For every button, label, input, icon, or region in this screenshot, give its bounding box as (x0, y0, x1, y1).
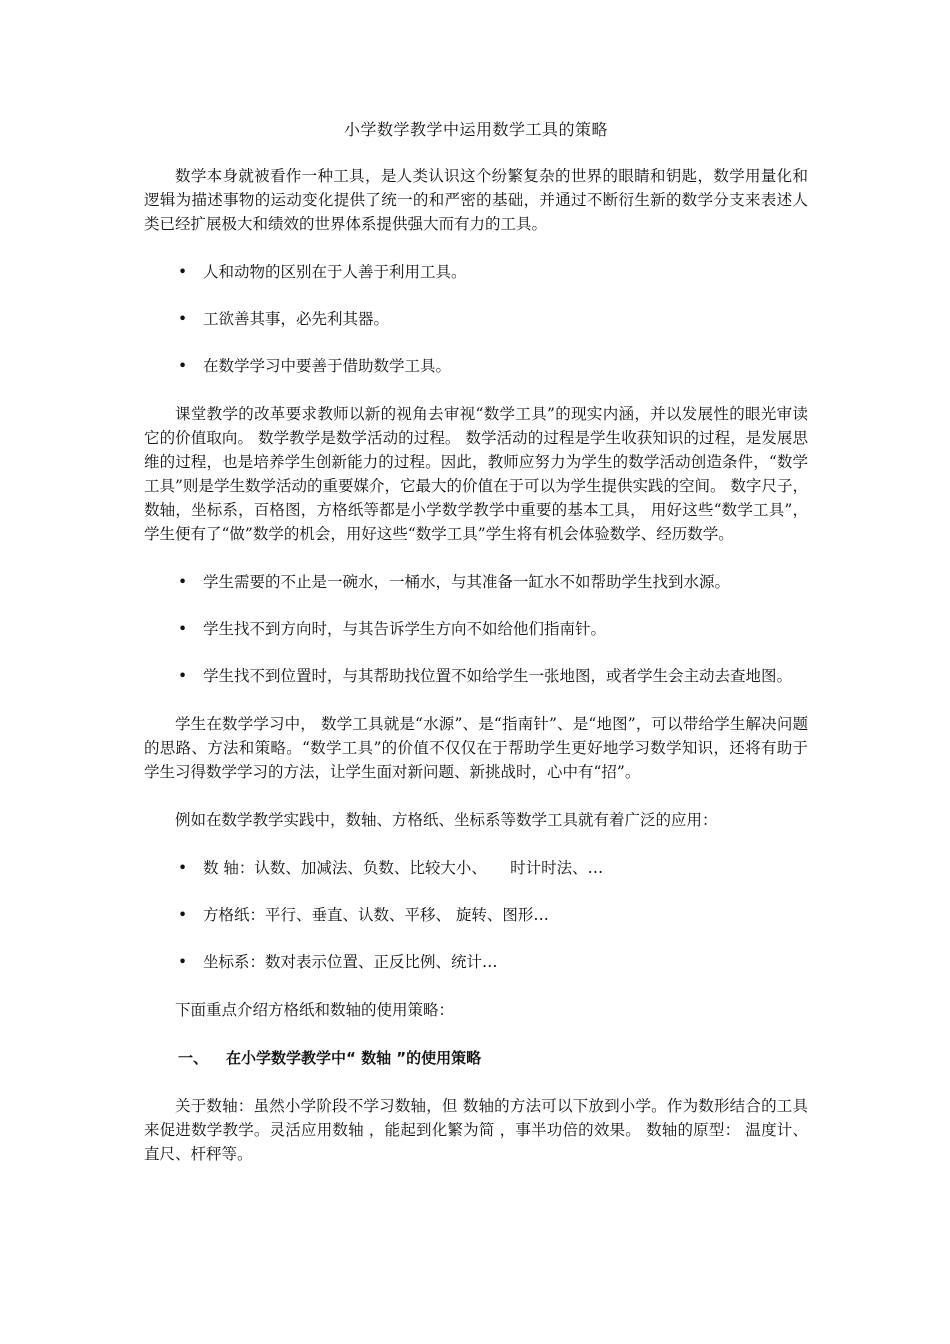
list-item (144, 903, 808, 927)
bullet-icon: • (178, 906, 188, 924)
bullet-icon: • (178, 667, 188, 685)
list-item (144, 260, 808, 284)
list-item (144, 856, 808, 880)
list-item-text: 数 轴：认数、加减法、负数、比较大小、 时计时法、… (203, 859, 604, 877)
bullet-icon: • (178, 573, 188, 591)
document-page (144, 116, 808, 1166)
list-item-text: 在数学学习中要善于借助数学工具。 (203, 357, 452, 375)
list-item-text: 学生找不到位置时，与其帮助找位置不如给学生一张地图，或者学生会主动去查地图。 (203, 667, 793, 685)
bullet-icon: • (178, 859, 188, 877)
list-item (144, 664, 808, 688)
list-item (144, 617, 808, 641)
list-item-text: 人和动物的区别在于人善于利用工具。 (203, 263, 467, 281)
body-paragraph: 关于数轴：虽然小学阶段不学习数轴，但 数轴的方法可以下放到小学。作为数形结合的工具来促进数学教学。灵活应用数轴 ，能起到化繁为简 ，事半功倍的效果。 数轴的原型： 温度计、直尺、杆秤等。 (144, 1097, 808, 1163)
section-heading (144, 1046, 808, 1070)
body-paragraph: 学生在数学学习中， 数学工具就是“水源”、是“指南针”、是“地图”，可以带给学生解决问题的思路、方法和策略。“数学工具”的价值不仅仅在于帮助学生更好地学习数学知识，还将有助于学生习得数学学习的方法，让学生面对新问题、新挑战时，心中有“招”。 (144, 715, 808, 781)
bullet-icon: • (178, 357, 188, 375)
section-heading-text: 在小学数学教学中“ 数轴 ”的使用策略 (226, 1049, 482, 1067)
section-heading-number: 一、 (178, 1049, 209, 1067)
list-item (144, 354, 808, 378)
document-title: 小学数学教学中运用数学工具的策略 (343, 120, 608, 139)
list-item-text: 学生找不到方向时，与其告诉学生方向不如给他们指南针。 (203, 620, 607, 638)
intro-paragraph: 数学本身就被看作一种工具，是人类认识这个纷繁复杂的世界的眼睛和钥匙，数学用量化和逻辑为描述事物的运动变化提供了统一的和严密的基础，并通过不断衍生新的数学分支来表述人类已经扩展极大和绩效的世界体系提供强大而有力的工具。 (144, 167, 808, 233)
body-paragraph: 下面重点介绍方格纸和数轴的使用策略： (175, 1001, 455, 1019)
list-item (144, 570, 808, 594)
body-paragraph: 例如在数学教学实践中，数轴、方格纸、坐标系等数学工具就有着广泛的应用： (175, 811, 718, 829)
list-item (144, 307, 808, 331)
list-item-text: 学生需要的不止是一碗水，一桶水，与其准备一缸水不如帮助学生找到水源。 (203, 573, 731, 591)
list-item-text: 工欲善其事，必先利其器。 (203, 310, 390, 328)
bullet-icon: • (178, 953, 188, 971)
bullet-icon: • (178, 263, 188, 281)
list-item-text: 方格纸：平行、垂直、认数、平移、 旋转、图形… (203, 906, 549, 924)
list-item (144, 950, 808, 974)
bullet-icon: • (178, 620, 188, 638)
list-item-text: 坐标系：数对表示位置、正反比例、统计… (203, 953, 498, 971)
bullet-icon: • (178, 310, 188, 328)
body-paragraph: 课堂教学的改革要求教师以新的视角去审视“数学工具”的现实内涵，并以发展性的眼光审读它的价值取向。 数学教学是数学活动的过程。 数学活动的过程是学生收获知识的过程，是发展思维的过程，也是培养学生创新能力的过程。因此，教师应努力为学生的数学活动创造条件，“数学工具”则是学生数学活动的重要媒介，它最大的价值在于可以为学生提供实践的空间。 数字尺子，数轴，坐标系，百格图，方格纸等都是小学数学教学中重要的基本工具， 用好这些“数学工具”，学生便有了“做”数学的机会，用好这些“数学工具”学生将有机会体验数学、经历数学。 (144, 405, 808, 543)
